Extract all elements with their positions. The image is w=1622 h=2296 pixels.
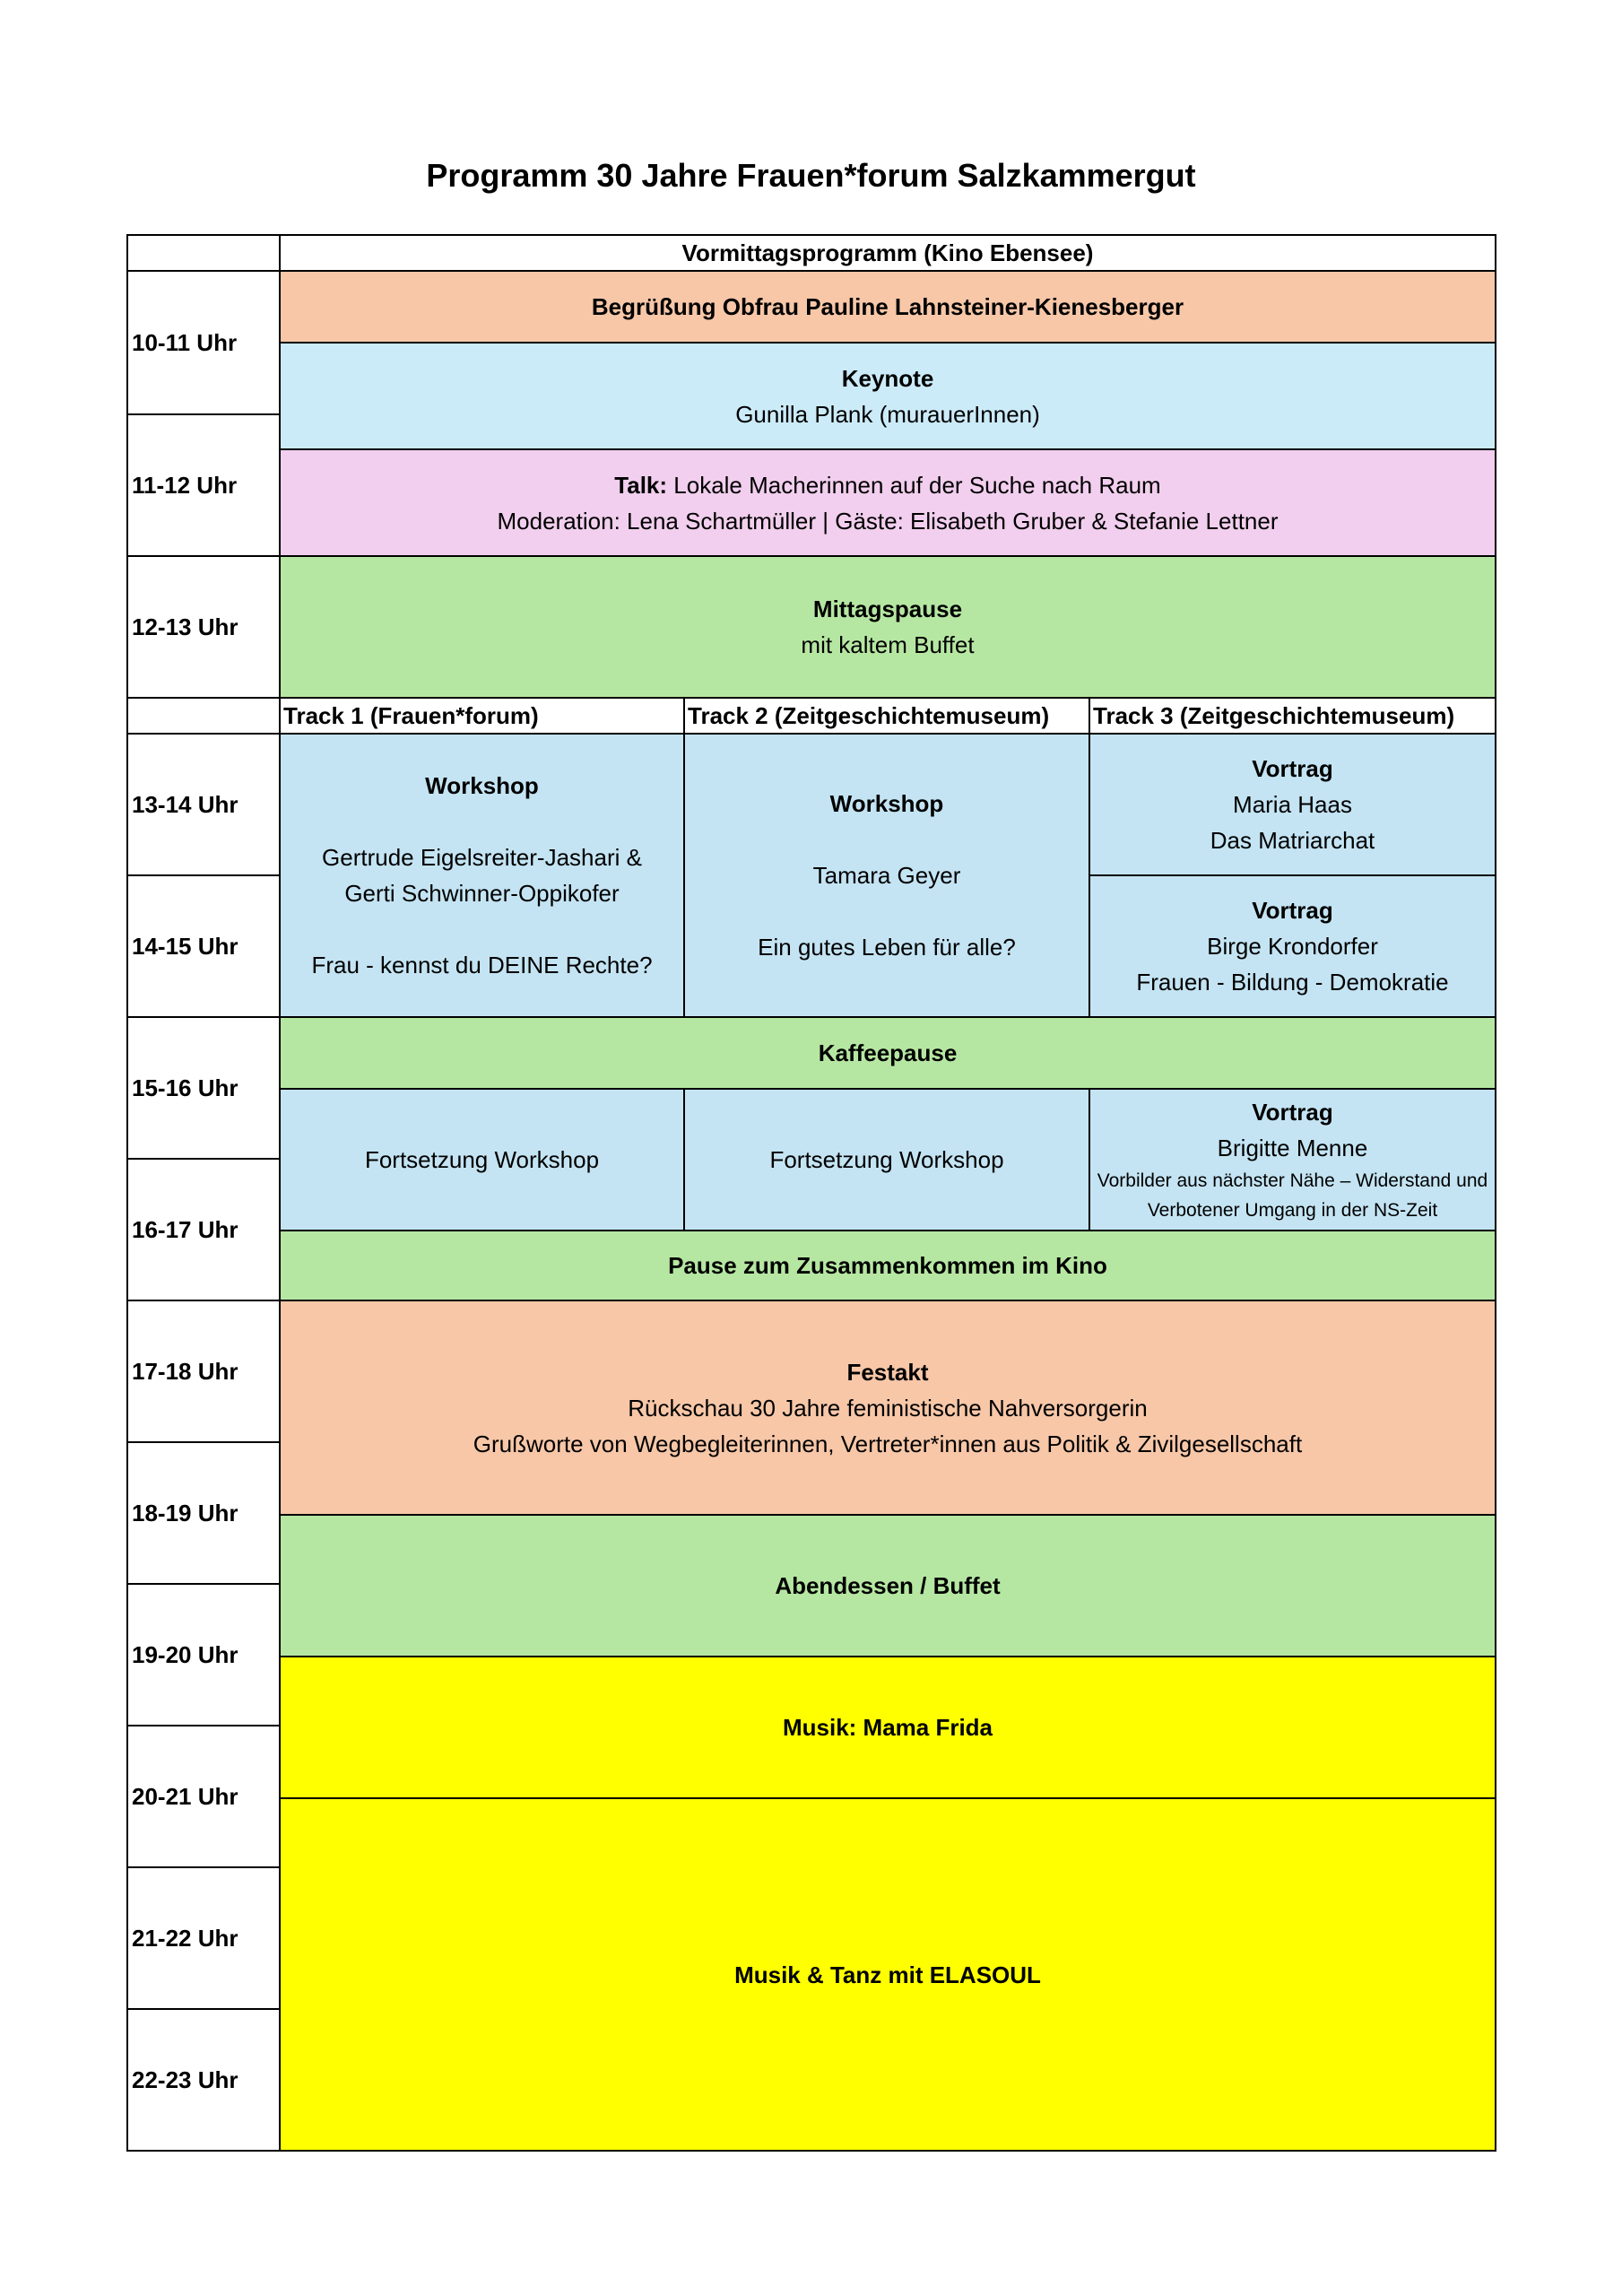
lecture-3-topic-line1: Vorbilder aus nächster Nähe – Widerstand und — [1097, 1170, 1488, 1191]
workshop-2-speaker: Tamara Geyer — [812, 862, 961, 889]
lunch-title: Mittagspause — [812, 596, 963, 622]
workshop-2-topic: Ein gutes Leben für alle? — [758, 934, 1016, 961]
time-slot: 18-19 Uhr — [126, 1441, 281, 1585]
keynote-block — [279, 342, 1496, 450]
time-slot: 17-18 Uhr — [126, 1300, 281, 1443]
lecture-3-title: Vortrag — [1252, 1099, 1333, 1126]
time-slot: 22-23 Uhr — [126, 2008, 281, 2152]
time-slot: 14-15 Uhr — [126, 874, 281, 1018]
talk-block — [279, 448, 1496, 557]
workshop-1-topic: Frau - kennst du DEINE Rechte? — [311, 952, 653, 978]
coffee-break-text: Kaffeepause — [818, 1039, 958, 1066]
workshop-1-title: Workshop — [425, 772, 539, 799]
lecture-1-title: Vortrag — [1252, 755, 1333, 782]
ceremony-block — [279, 1300, 1496, 1516]
lecture-2-speaker: Birge Krondorfer — [1207, 933, 1378, 960]
music-mama-frida-block — [279, 1656, 1496, 1799]
lecture-1-topic: Das Matriarchat — [1210, 827, 1375, 854]
talk-title-line — [614, 467, 1160, 503]
lecture-track-3-third — [1089, 1088, 1496, 1231]
time-slot: 10-11 Uhr — [126, 270, 281, 415]
lecture-3-speaker: Brigitte Menne — [1217, 1135, 1368, 1161]
talk-label: Talk: — [614, 471, 668, 499]
continuation-1-text: Fortsetzung Workshop — [364, 1146, 600, 1173]
workshop-track-1 — [279, 733, 685, 1018]
cinema-break-text: Pause zum Zusammenkommen im Kino — [668, 1252, 1107, 1279]
time-slot: 16-17 Uhr — [126, 1158, 281, 1301]
lecture-2-topic: Frauen - Bildung - Demokratie — [1136, 969, 1449, 996]
track-2-header: Track 2 (Zeitgeschichtemuseum) — [683, 697, 1090, 735]
time-slot: 19-20 Uhr — [126, 1583, 281, 1726]
time-slot: 20-21 Uhr — [126, 1725, 281, 1868]
lecture-3-topic-line2: Verbotener Umgang in der NS-Zeit — [1147, 1200, 1438, 1221]
lecture-2-title: Vortrag — [1252, 897, 1333, 924]
cinema-break-block — [279, 1230, 1496, 1301]
dinner-block — [279, 1514, 1496, 1657]
workshop-track-2 — [683, 733, 1090, 1018]
music-elasoul-block — [279, 1797, 1496, 2152]
time-slot: 15-16 Uhr — [126, 1016, 281, 1160]
talk-moderation: Moderation: Lena Schartmüller | Gäste: Elisabeth Gruber & Stefanie Lettner — [497, 507, 1279, 535]
page-title: Programm 30 Jahre Frauen*forum Salzkammergut — [426, 157, 1196, 194]
music-1-text: Musik: Mama Frida — [782, 1714, 993, 1741]
coffee-break-block — [279, 1016, 1496, 1090]
morning-program-header: Vormittagsprogramm (Kino Ebensee) — [279, 234, 1496, 272]
continuation-2-text: Fortsetzung Workshop — [769, 1146, 1004, 1173]
time-slot: 21-22 Uhr — [126, 1866, 281, 2010]
track-3-header: Track 3 (Zeitgeschichtemuseum) — [1089, 697, 1496, 735]
ceremony-line2: Grußworte von Wegbegleiterinnen, Vertreter*innen aus Politik & Zivilgesellschaft — [473, 1430, 1303, 1457]
workshop-1-speakers-line2: Gerti Schwinner-Oppikofer — [344, 880, 620, 907]
ceremony-line1: Rückschau 30 Jahre feministische Nahversorgerin — [628, 1394, 1148, 1422]
talk-title: Lokale Macherinnen auf der Suche nach Raum — [667, 471, 1161, 499]
workshop-1-speakers-line1: Gertrude Eigelsreiter-Jashari & — [322, 844, 642, 871]
keynote-title: Keynote — [841, 364, 934, 392]
welcome-block — [279, 270, 1496, 344]
dinner-text: Abendessen / Buffet — [775, 1572, 1001, 1599]
lunch-subtitle: mit kaltem Buffet — [801, 631, 975, 658]
lunch-block — [279, 555, 1496, 699]
time-slot: 12-13 Uhr — [126, 555, 281, 699]
continuation-track-2 — [683, 1088, 1090, 1231]
lecture-track-3-second — [1089, 874, 1496, 1018]
time-slot: 11-12 Uhr — [126, 413, 281, 557]
time-slot: 13-14 Uhr — [126, 733, 281, 876]
ceremony-title: Festakt — [846, 1358, 929, 1386]
keynote-speaker: Gunilla Plank (murauerInnen) — [735, 400, 1040, 428]
corner-empty-cell — [126, 234, 281, 272]
workshop-2-title: Workshop — [829, 790, 944, 817]
music-2-text: Musik & Tanz mit ELASOUL — [734, 1961, 1041, 1988]
track-header-empty-cell — [126, 697, 281, 735]
track-1-header: Track 1 (Frauen*forum) — [279, 697, 685, 735]
lecture-1-speaker: Maria Haas — [1233, 791, 1352, 818]
lecture-track-3-first — [1089, 733, 1496, 876]
continuation-track-1 — [279, 1088, 685, 1231]
welcome-text: Begrüßung Obfrau Pauline Lahnsteiner-Kienesberger — [591, 293, 1184, 320]
